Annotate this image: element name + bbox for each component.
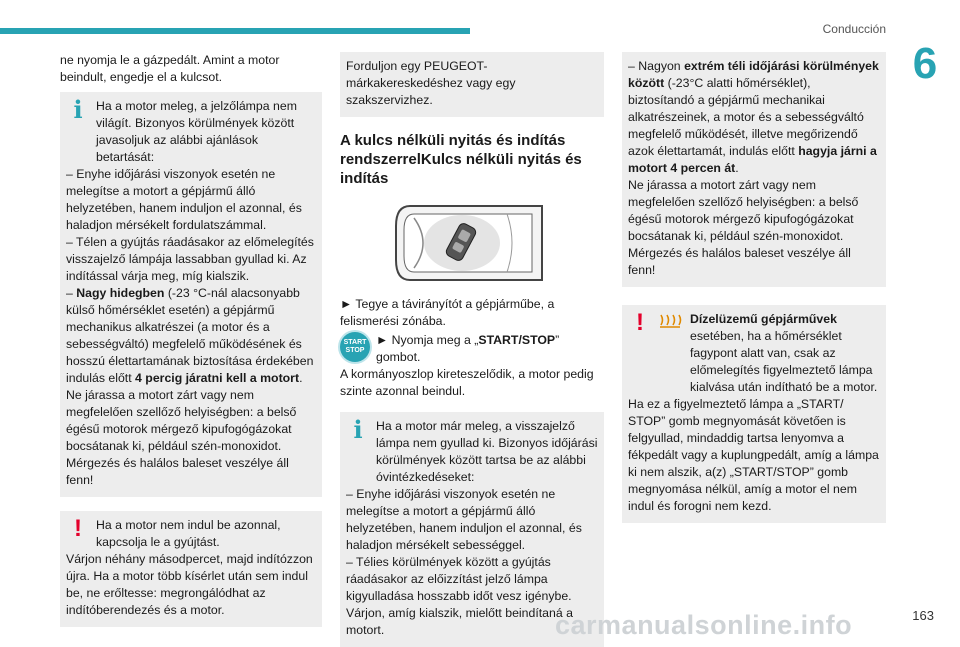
warning-box-diesel (622, 305, 886, 523)
column-1 (60, 52, 322, 627)
diesel-warning-body: Ha ez a figyelmeztető lámpa a „START/ STOP” gomb megnyomását követően is felgyullad, mindaddig tartsa lenyomva a fékpedált vagy a kuplungpedált, amíg a lámpa ki nem alszik, a(z) „START/STOP” gomb megnyomása nélkül, amíg a motor el nem indul és forogni nem kezd. (628, 397, 879, 513)
cold-warning-tail: Ne járassa a motort zárt vagy nem megfelelően szellőző helyiségben: a belső égésű motorok mérgező kipufogógázokat bocsátanak ki, például szén-monoxidot. Mérgezés és halálos baleset veszélye áll fenn! (628, 178, 859, 277)
warning-lead: Ha a motor nem indul be azonnal, kapcsolja le a gyújtást. (96, 518, 281, 549)
step-result: A kormányoszlop kireteszelődik, a motor pedig szinte azonnal beindul. (340, 367, 594, 398)
start-stop-button-icon: START STOP (340, 332, 370, 362)
exclamation-icon: ! (74, 515, 82, 542)
watermark-text: carmanualsonline.info (555, 610, 853, 640)
info-box-extreme-cold (622, 52, 886, 287)
info-icon: i (353, 415, 363, 444)
glow-plug-icon (658, 311, 682, 336)
info-bullet: – Enyhe időjárási viszonyok esetén ne melegítse a motort a gépjármű álló helyzetében, hanem induljon el azonnal, és haladjon mérsékelt sebességgel. (346, 487, 582, 552)
info-bullet: – Télies körülmények között a gyújtás ráadásakor az előizzítást jelző lámpa kigyulladása hosszabb időt vesz igénybe. Várjon, amíg kialszik, mielőtt beindítaná a motort. (346, 555, 573, 637)
diesel-warning-lead: Dízelüzemű gépjárművek esetében, ha a hőmérséklet fagypont alatt van, csak az előmelegítés figyelmeztető lámpa kialvása után indítható be a motor. (690, 312, 878, 394)
exclamation-icon: ! (636, 309, 644, 336)
info-bullet: – Nagy hidegben (-23 °C-nál alacsonyabb külső hőmérséklet esetén) a gépjármű mechanikus alkatrészei (a motor és a sebességváltó) megfelelő működésének és hosszú élettartamának biztosítása érdekében indulás előtt 4 percig járatni kell a motort. (66, 286, 314, 385)
cold-warning-text: – Nagyon extrém téli időjárási körülmények között (-23°C alatti hőmérséklet), biztosítandó a gépjármű mechanikai alkatrészeinek, a motor és a sebességváltó megfelelő működését, illetve megőrizendő azok élettartamát, indulás előtt hagyja járni a motort 4 percen át. (628, 59, 879, 175)
car-top-view-icon (392, 198, 552, 288)
info-lead: Ha a motor már meleg, a visszajelző lámpa nem gyullad ki. Bizonyos időjárási körülmények között tartsa be az alábbi óvintézkedéseket: (376, 419, 598, 484)
step-press-start: ► Nyomja meg a „START/STOP” gombot. (376, 333, 560, 364)
warning-body: Várjon néhány másodpercet, majd indítózzon újra. Ha a motor több kísérlet után sem indul be, ne erőltesse: megrongálódhat az indítóberendezés és a motor. (66, 552, 313, 617)
chapter-number: 6 (912, 39, 938, 88)
info-bullet: – Enyhe időjárási viszonyok esetén ne melegítse a motort a gépjármű álló helyzetében, hanem induljon el azonnal, és haladjon mérsékelt fordulatszámmal. (66, 167, 302, 232)
dealer-note-box (340, 52, 604, 117)
section-heading: A kulcs nélküli nyitás és indítás rendszerrelKulcs nélküli nyitás és indítás (340, 132, 582, 187)
info-icon: i (73, 95, 83, 124)
section-title: Conducción (822, 22, 886, 36)
column-2 (340, 52, 604, 647)
car-illustration (340, 198, 604, 288)
step-place-remote: ► Tegye a távirányítót a gépjárműbe, a felismerési zónába. (340, 297, 555, 328)
column-3 (622, 52, 886, 523)
warning-box-no-start (60, 511, 322, 627)
intro-text: ne nyomja le a gázpedált. Amint a motor beindult, engedje el a kulcsot. (60, 53, 280, 84)
info-box-warm-engine (60, 92, 322, 497)
header-accent-bar (0, 28, 470, 34)
page-number: 163 (912, 608, 934, 623)
info-bullet: – Télen a gyújtás ráadásakor az előmelegítés visszajelző lámpája lassabban gyullad ki. Az indítással várja meg, míg kialszik. (66, 235, 314, 283)
dealer-note: Forduljon egy PEUGEOT-márkakereskedéshez vagy egy szakszervizhez. (346, 59, 516, 107)
info-tail: Ne járassa a motort zárt vagy nem megfelelően szellőző helyiségben: a belső égésű motorok mérgező kipufogógázokat bocsátanak ki, például szén-monoxidot. Mérgezés és halálos baleset veszélye áll fenn! (66, 388, 297, 487)
info-lead: Ha a motor meleg, a jelzőlámpa nem világít. Bizonyos körülmények között javasoljuk az alábbi ajánlások betartását: (96, 99, 297, 164)
